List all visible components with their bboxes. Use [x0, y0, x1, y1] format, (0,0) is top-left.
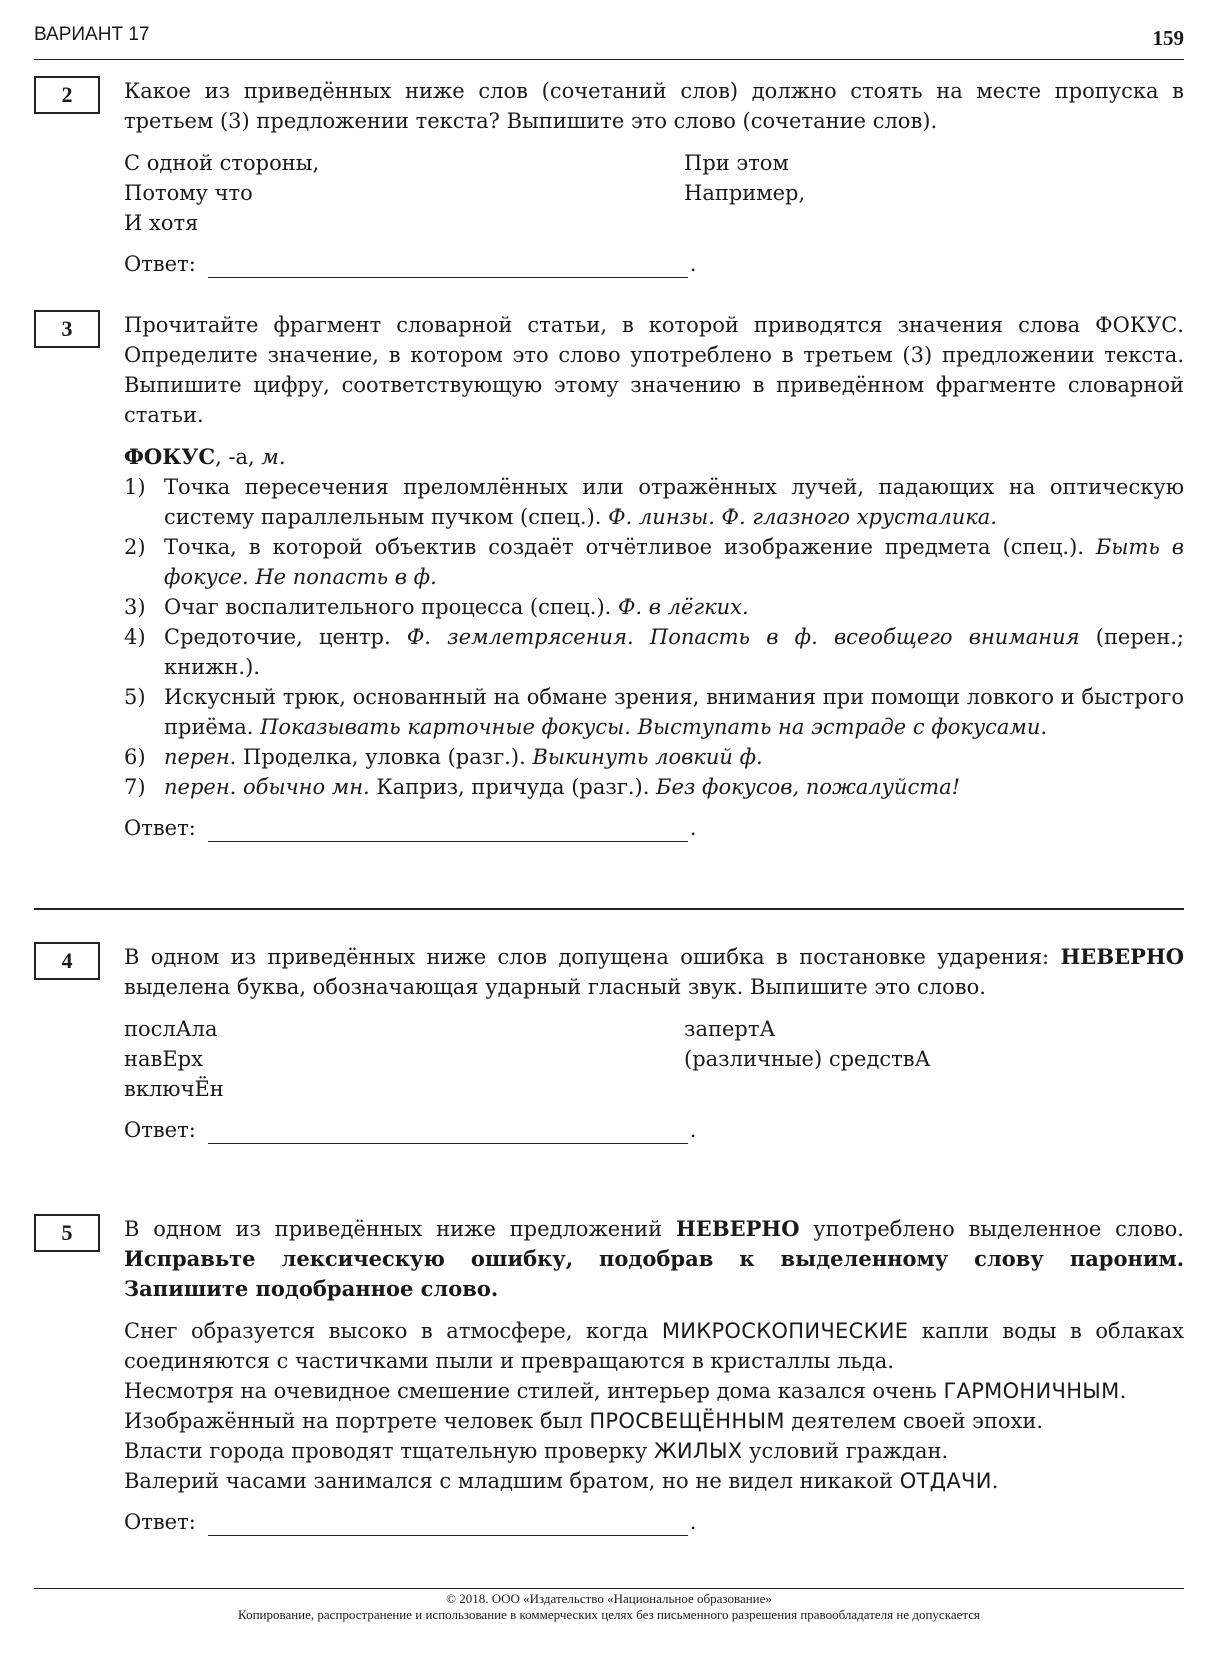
meaning-item: 5) Искусный трюк, основанный на обмане зрения, внимания при помощи ловкого и быстрого приёма. Показывать карточные фокусы. Выступать на эстраде с фокусами. — [124, 685, 1184, 739]
answer-row — [124, 814, 1184, 842]
meaning-item: 1) Точка пересечения преломлённых или отражённых лучей, падающих на оптическую систему параллельным пучком (спец.). Ф. линзы. Ф. глазного хрусталика. — [124, 475, 1184, 529]
copyright-line: © 2018. ООО «Издательство «Национальное образование» — [446, 1591, 772, 1606]
options-grid — [124, 1014, 1184, 1104]
variant-title: ВАРИАНТ 17 — [34, 24, 150, 45]
answer-field[interactable] — [208, 820, 688, 842]
sentence: Снег образуется высоко в атмосфере, когда МИКРОСКОПИЧЕСКИЕ капли воды в облаках соединяются с частичками пыли и превращаются в кристаллы льда. — [124, 1319, 1185, 1373]
option: Потому что — [124, 181, 253, 205]
sentence: Изображённый на портрете человек был ПРОСВЕЩЁННЫМ деятелем своей эпохи. — [124, 1409, 1044, 1433]
option: (различные) средствА — [684, 1047, 931, 1071]
sentence: Валерий часами занимался с младшим братом, но не видел никакой ОТДАЧИ. — [124, 1469, 999, 1493]
task-number-box: 2 — [34, 76, 100, 114]
option: При этом — [684, 151, 789, 175]
meaning-item: 4) Средоточие, центр. Ф. землетрясения. Попасть в ф. всеобщего внимания (перен.; книжн.). — [124, 625, 1184, 679]
page-number: 159 — [1152, 26, 1184, 50]
answer-label: Ответ: — [124, 1118, 196, 1142]
meaning-item: 7) перен. обычно мн. Каприз, причуда (разг.). Без фокусов, пожалуйста! — [124, 775, 961, 799]
answer-row — [124, 1116, 1184, 1144]
page-footer — [34, 1588, 1184, 1623]
task-question: В одном из приведённых ниже предложений НЕВЕРНО употреблено выделенное слово. Исправьте лексическую ошибку, подобрав к выделенному слову пароним. Запишите подобранное слово. — [124, 1216, 1184, 1301]
answer-dot: . — [689, 252, 697, 276]
answer-row — [124, 250, 1184, 278]
meaning-item: 2) Точка, в которой объектив создаёт отчётливое изображение предмета (спец.). Быть в фокусе. Не попасть в ф. — [124, 535, 1184, 589]
answer-field[interactable] — [208, 1122, 688, 1144]
option: С одной стороны, — [124, 151, 320, 175]
options-right — [684, 148, 1184, 238]
option: включЁн — [124, 1077, 224, 1101]
task-question: Какое из приведённых ниже слов (сочетаний слов) должно стоять на месте пропуска в третьем (3) предложении текста? Выпишите это слово (сочетание слов). — [124, 79, 1184, 133]
task-number-box: 4 — [34, 942, 100, 980]
sentences-list — [124, 1316, 1184, 1496]
task-question: В одном из приведённых ниже слов допущена ошибка в постановке ударения: НЕВЕРНО выделена буква, обозначающая ударный гласный звук. Выпишите это слово. — [124, 944, 1184, 999]
dictionary-headword: ФОКУС, -а, м. — [124, 444, 286, 469]
answer-dot: . — [689, 1510, 697, 1534]
option: навЕрх — [124, 1047, 203, 1071]
answer-label: Ответ: — [124, 1510, 196, 1534]
answer-dot: . — [689, 816, 697, 840]
options-right — [684, 1014, 1184, 1104]
option: послАла — [124, 1017, 218, 1041]
options-left — [124, 1014, 684, 1104]
option: Например, — [684, 181, 806, 205]
page-header — [34, 22, 1184, 60]
meaning-item: 6) перен. Проделка, уловка (разг.). Выкинуть ловкий ф. — [124, 745, 763, 769]
dictionary-meanings — [124, 472, 1184, 802]
copyright-notice: Копирование, распространение и использование в коммерческих целях без письменного разрешения правообладателя не допускается — [238, 1607, 980, 1622]
sentence: Несмотря на очевидное смешение стилей, интерьер дома казался очень ГАРМОНИЧНЫМ. — [124, 1379, 1127, 1403]
answer-row — [124, 1508, 1184, 1536]
answer-label: Ответ: — [124, 816, 196, 840]
answer-label: Ответ: — [124, 252, 196, 276]
task-number-box: 3 — [34, 310, 100, 348]
section-divider — [34, 908, 1184, 910]
task-number-box: 5 — [34, 1214, 100, 1252]
sentence: Власти города проводят тщательную проверку ЖИЛЫХ условий граждан. — [124, 1439, 949, 1463]
options-left — [124, 148, 684, 238]
task-question: Прочитайте фрагмент словарной статьи, в которой приводятся значения слова ФОКУС. Определите значение, в котором это слово употреблено в третьем (3) предложении текста. Выпишите цифру, соответствующую этому значению в приведённом фрагменте словарной статьи. — [124, 313, 1184, 427]
meaning-item: 3) Очаг воспалительного процесса (спец.). Ф. в лёгких. — [124, 595, 749, 619]
answer-field[interactable] — [208, 1514, 688, 1536]
option: И хотя — [124, 211, 199, 235]
answer-field[interactable] — [208, 256, 688, 278]
options-grid — [124, 148, 1184, 238]
answer-dot: . — [689, 1118, 697, 1142]
option: запертА — [684, 1017, 776, 1041]
